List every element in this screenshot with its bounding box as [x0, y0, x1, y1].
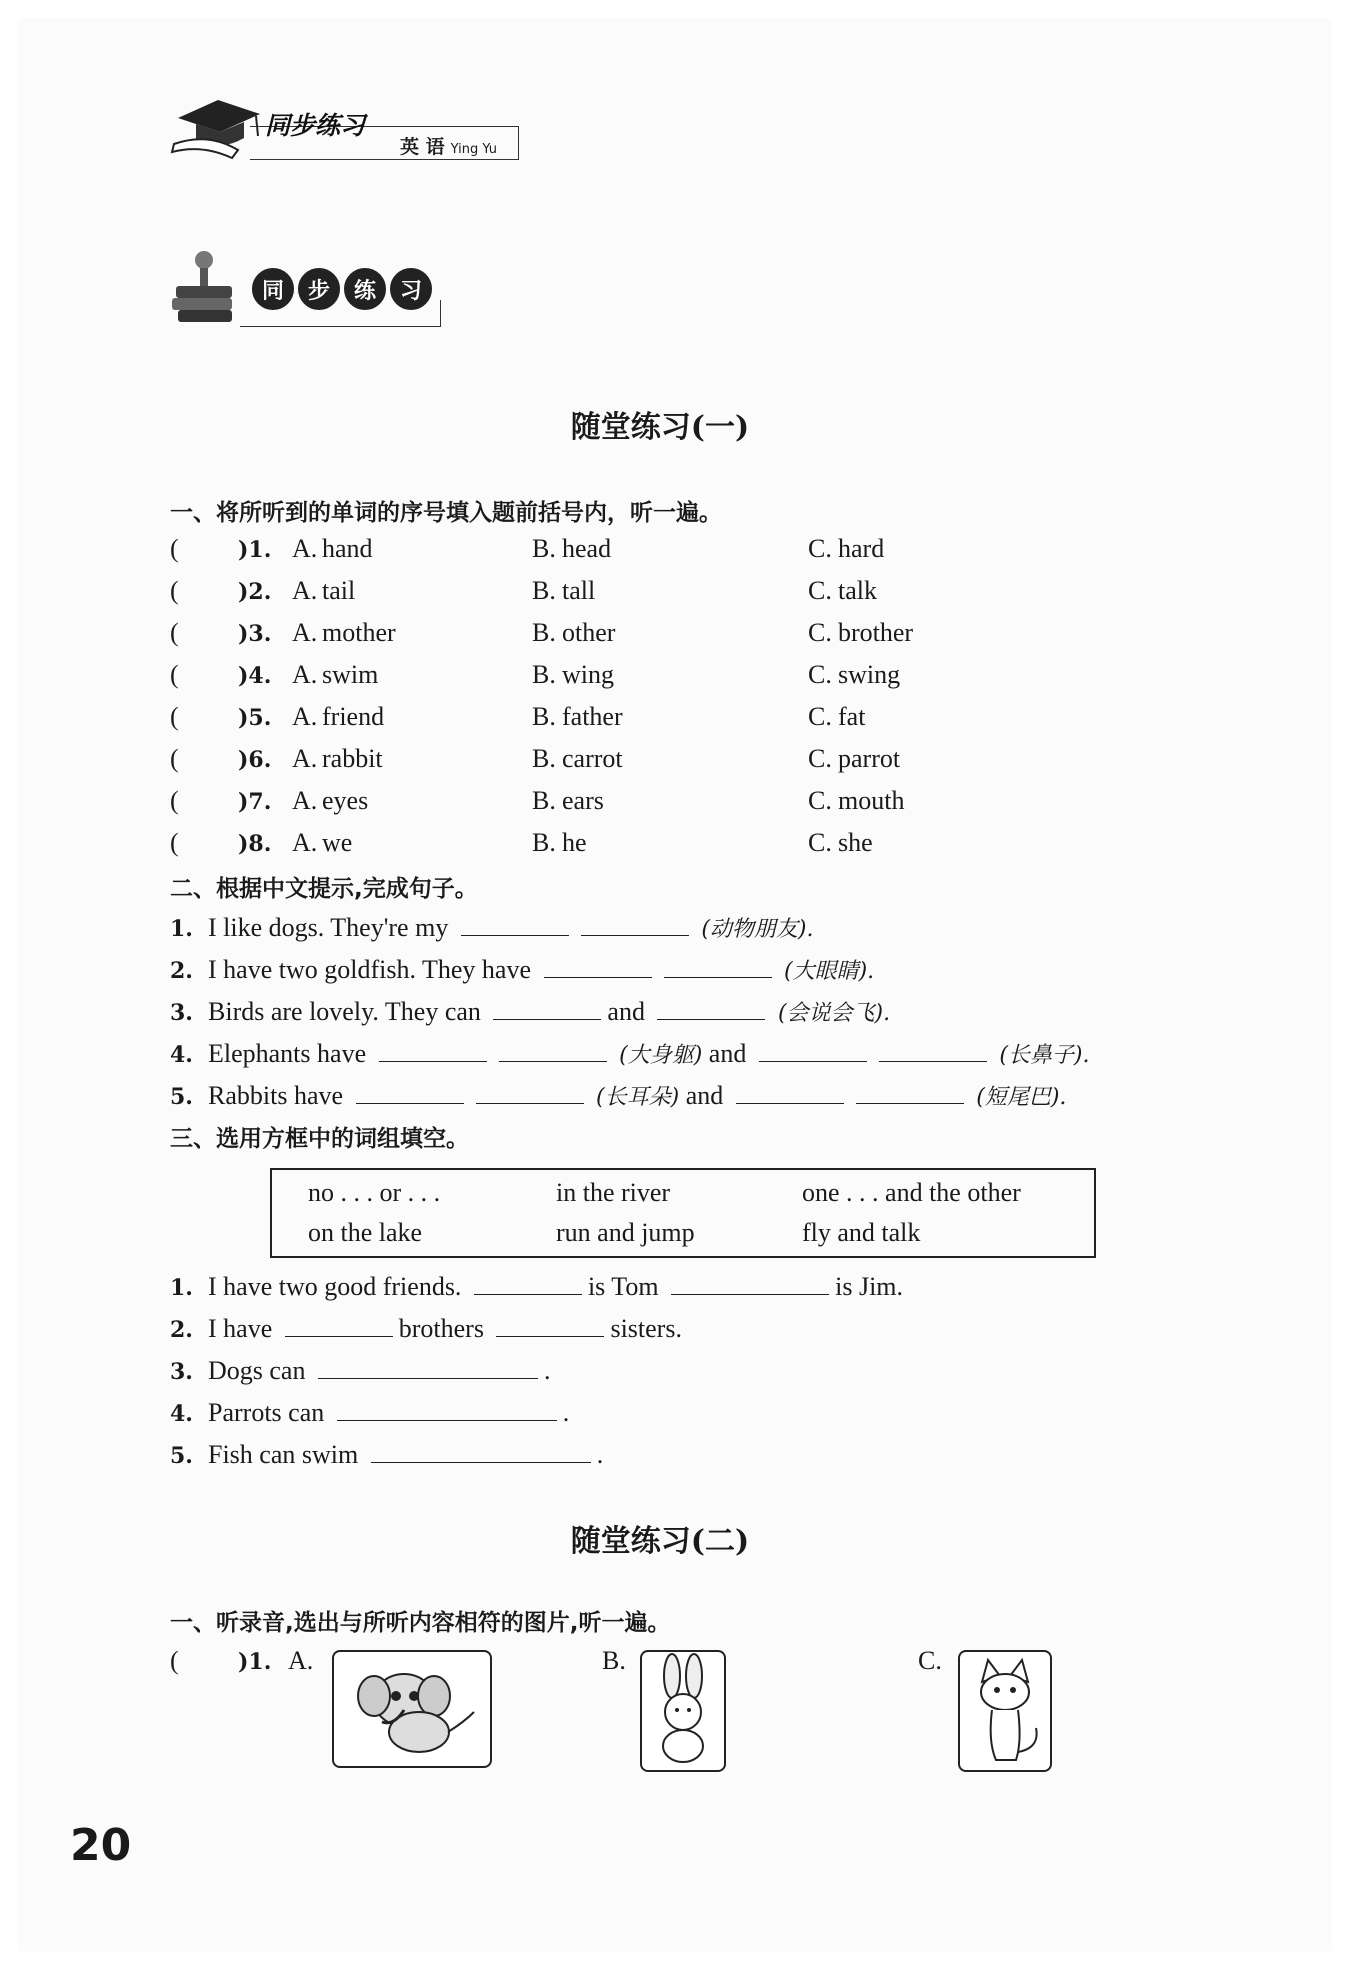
- option-b: [532, 702, 623, 732]
- answer-blank[interactable]: [371, 1440, 591, 1463]
- rabbit-picture[interactable]: [640, 1650, 726, 1772]
- option-word: brother: [838, 618, 914, 647]
- option-letter: A.: [292, 576, 318, 605]
- option-c: [808, 576, 877, 606]
- option-a: [292, 702, 384, 732]
- option-c: [808, 828, 873, 858]
- option-word: tail: [322, 576, 356, 605]
- rabbit-icon: [642, 1652, 724, 1770]
- question-number: )7.: [238, 789, 272, 815]
- phrase-option: run and jump: [556, 1218, 695, 1247]
- option-word: hard: [838, 534, 885, 563]
- answer-blank[interactable]: [671, 1272, 829, 1295]
- answer-blank[interactable]: [759, 1039, 867, 1062]
- answer-blank[interactable]: [379, 1039, 487, 1062]
- option-a: [292, 576, 355, 606]
- answer-blank[interactable]: [461, 913, 569, 936]
- option-a: [292, 828, 352, 858]
- answer-blank[interactable]: [736, 1081, 844, 1104]
- answer-paren[interactable]: (: [170, 534, 179, 563]
- choice-item: [170, 618, 1170, 658]
- badge-char: 习: [390, 268, 432, 310]
- option-letter: A.: [292, 744, 318, 773]
- question-number: )2.: [238, 579, 272, 605]
- option-letter: C.: [808, 660, 832, 689]
- answer-blank[interactable]: [657, 997, 765, 1020]
- option-c: [808, 618, 913, 648]
- option-b: [532, 744, 623, 774]
- question-number: )4.: [238, 663, 272, 689]
- badge-char: 步: [298, 268, 340, 310]
- choice-item: [170, 576, 1170, 616]
- sentence-item: 4. Parrots can .: [170, 1398, 570, 1427]
- option-letter: C.: [808, 618, 832, 647]
- answer-blank[interactable]: [581, 913, 689, 936]
- option-letter: B.: [532, 618, 556, 647]
- option-b: [532, 618, 615, 648]
- sentence-item: 5. Fish can swim .: [170, 1440, 604, 1469]
- sentence-item: 4. Elephants have (大身躯) and (长鼻子).: [170, 1039, 1090, 1068]
- badge-char: 同: [252, 268, 294, 310]
- picture-choice-item: ( )1. A. B. C.: [170, 1646, 942, 1675]
- answer-blank[interactable]: [544, 955, 652, 978]
- option-letter: A.: [292, 702, 318, 731]
- section-heading: 三、选用方框中的词组填空。: [170, 1126, 469, 1152]
- option-word: hand: [322, 534, 373, 563]
- option-word: he: [562, 828, 587, 857]
- option-letter: A.: [292, 660, 318, 689]
- phrase-option: fly and talk: [802, 1218, 921, 1247]
- books-lamp-icon: [168, 248, 240, 334]
- option-word: friend: [322, 702, 385, 731]
- question-number: )8.: [238, 831, 272, 857]
- option-letter: B.: [532, 744, 556, 773]
- option-word: ears: [562, 786, 604, 815]
- option-word: parrot: [838, 744, 901, 773]
- option-letter: B.: [532, 660, 556, 689]
- sentence-item: 3. Dogs can .: [170, 1356, 551, 1385]
- option-word: rabbit: [322, 744, 383, 773]
- cat-picture[interactable]: [958, 1650, 1052, 1772]
- phrase-option: in the river: [556, 1178, 671, 1207]
- answer-paren[interactable]: (: [170, 618, 179, 647]
- choice-item: [170, 660, 1170, 700]
- option-word: talk: [838, 576, 877, 605]
- answer-blank[interactable]: [474, 1272, 582, 1295]
- option-letter: C.: [808, 534, 832, 563]
- option-letter: C.: [808, 828, 832, 857]
- option-letter: A.: [292, 828, 318, 857]
- answer-blank[interactable]: [337, 1398, 557, 1421]
- phrase-option: on the lake: [308, 1218, 423, 1247]
- choice-item: [170, 744, 1170, 784]
- option-letter: C.: [808, 702, 832, 731]
- phrase-option: one . . . and the other: [802, 1178, 1021, 1207]
- choice-item: [170, 702, 1170, 742]
- answer-blank[interactable]: [879, 1039, 987, 1062]
- option-b: [532, 786, 604, 816]
- answer-paren[interactable]: (: [170, 576, 179, 605]
- option-c: [808, 534, 884, 564]
- option-word: we: [322, 828, 353, 857]
- option-word: swim: [322, 660, 379, 689]
- option-word: other: [562, 618, 616, 647]
- series-title: 同步练习: [265, 111, 366, 140]
- answer-paren[interactable]: (: [170, 702, 179, 731]
- option-a: [292, 534, 373, 564]
- option-c: [808, 744, 900, 774]
- option-word: wing: [562, 660, 614, 689]
- option-letter: B.: [532, 534, 556, 563]
- option-a: [292, 786, 368, 816]
- answer-blank[interactable]: [664, 955, 772, 978]
- page-number: 20: [70, 1820, 132, 1871]
- answer-blank[interactable]: [496, 1314, 604, 1337]
- choice-item: [170, 786, 1170, 826]
- option-word: eyes: [322, 786, 369, 815]
- option-word: head: [562, 534, 612, 563]
- question-number: )6.: [238, 747, 272, 773]
- answer-blank[interactable]: [356, 1081, 464, 1104]
- choice-item: [170, 828, 1170, 868]
- sentence-item: 2. I have brothers sisters.: [170, 1314, 682, 1343]
- option-letter: C.: [808, 786, 832, 815]
- section-badge: [252, 268, 432, 310]
- exercise-title: 随堂练习(二): [570, 1524, 750, 1559]
- option-letter: B.: [532, 702, 556, 731]
- option-a: [292, 618, 396, 648]
- exercise-title: 随堂练习(一): [570, 410, 750, 445]
- answer-paren[interactable]: (: [170, 660, 179, 689]
- option-letter: C.: [808, 744, 832, 773]
- sentence-item: 3. Birds are lovely. They can and (会说会飞).: [170, 997, 891, 1026]
- badge-char: 练: [344, 268, 386, 310]
- question-number: )3.: [238, 621, 272, 647]
- sentence-item: 5. Rabbits have (长耳朵) and (短尾巴).: [170, 1081, 1067, 1110]
- option-b: [532, 660, 614, 690]
- option-a: [292, 744, 383, 774]
- phrase-option: no . . . or . . .: [308, 1178, 441, 1207]
- option-b: [532, 828, 587, 858]
- answer-paren[interactable]: (: [170, 744, 179, 773]
- option-b: [532, 534, 611, 564]
- option-letter: B.: [532, 576, 556, 605]
- question-number: )1.: [238, 537, 272, 563]
- sentence-item: 2. I have two goldfish. They have (大眼睛).: [170, 955, 875, 984]
- option-word: mouth: [838, 786, 905, 815]
- option-a: [292, 660, 378, 690]
- option-c: [808, 786, 904, 816]
- option-letter: A.: [292, 618, 318, 647]
- section-heading: 二、根据中文提示,完成句子。: [170, 876, 478, 902]
- option-letter: A.: [292, 534, 318, 563]
- option-c: [808, 702, 865, 732]
- subject-label: 英 语 Ying Yu: [400, 136, 498, 158]
- answer-paren[interactable]: (: [170, 828, 179, 857]
- question-number: )5.: [238, 705, 272, 731]
- option-word: she: [838, 828, 873, 857]
- option-letter: B.: [532, 786, 556, 815]
- sentence-item: 1. I like dogs. They're my (动物朋友).: [170, 913, 814, 942]
- answer-blank[interactable]: [476, 1081, 584, 1104]
- option-word: swing: [838, 660, 901, 689]
- answer-blank[interactable]: [856, 1081, 964, 1104]
- answer-blank[interactable]: [499, 1039, 607, 1062]
- option-letter: A.: [292, 786, 318, 815]
- answer-paren[interactable]: (: [170, 786, 179, 815]
- answer-blank[interactable]: [318, 1356, 538, 1379]
- section-heading: 一、听录音,选出与所听内容相符的图片,听一遍。: [170, 1610, 671, 1636]
- option-word: tall: [562, 576, 596, 605]
- option-letter: C.: [808, 576, 832, 605]
- option-b: [532, 576, 595, 606]
- choice-item: [170, 534, 1170, 574]
- section-heading: 一、将所听到的单词的序号填入题前括号内，听一遍。: [170, 500, 722, 526]
- answer-blank[interactable]: [493, 997, 601, 1020]
- option-word: father: [562, 702, 623, 731]
- option-letter: B.: [532, 828, 556, 857]
- answer-blank[interactable]: [285, 1314, 393, 1337]
- option-word: carrot: [562, 744, 623, 773]
- sentence-item: 1. I have two good friends. is Tom is Jim.: [170, 1272, 904, 1301]
- cat-icon: [960, 1652, 1050, 1770]
- option-c: [808, 660, 900, 690]
- option-word: fat: [838, 702, 866, 731]
- option-word: mother: [322, 618, 396, 647]
- elephant-picture[interactable]: [332, 1650, 492, 1768]
- elephant-icon: [334, 1652, 490, 1766]
- phrase-box: [270, 1168, 1096, 1258]
